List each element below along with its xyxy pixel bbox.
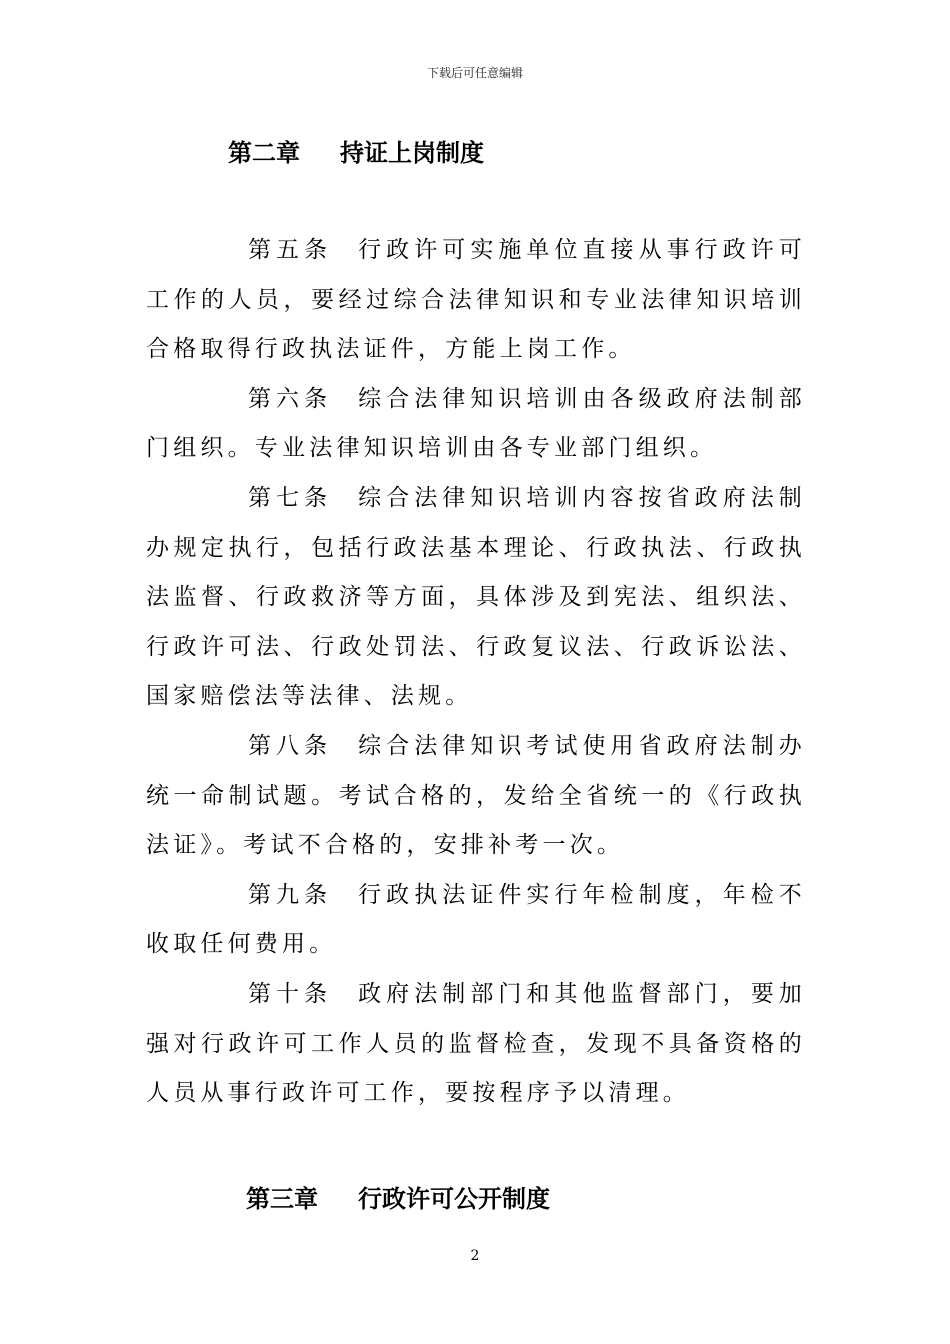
chapter-title: 行政许可公开制度 [358,1185,550,1213]
article-6 [146,375,806,474]
article-number: 第五条 [248,237,333,263]
article-number: 第七条 [248,484,333,511]
article-text: 政府法制部门和其他监督部门，要加强对行政许可工作人员的监督检查，发现不具备资格的人员从事行政许可工作，要按程序予以清理。 [146,980,806,1107]
article-9 [146,871,806,970]
article-text: 综合法律知识培训由各级政府法制部门组织。专业法律知识培训由各专业部门组织。 [146,385,806,462]
article-number: 第八条 [248,732,333,759]
article-text: 综合法律知识培训内容按省政府法制办规定执行，包括行政法基本理论、行政执法、行政执法监督、行政救济等方面，具体涉及到宪法、组织法、行政许可法、行政处罚法、行政复议法、行政诉讼法、国家赔偿法等法律、法规。 [146,484,806,710]
article-7 [146,474,806,722]
chapter-number: 第二章 [228,139,300,167]
article-5 [146,226,806,375]
article-10 [146,970,806,1119]
chapter-2-heading [0,133,950,168]
page-number: 2 [470,1248,480,1264]
document-body [146,226,806,1119]
article-number: 第九条 [248,881,333,908]
chapter-title: 持证上岗制度 [340,139,484,167]
article-number: 第十条 [248,980,333,1007]
chapter-number: 第三章 [246,1185,318,1213]
article-number: 第六条 [248,385,333,412]
article-8 [146,722,806,871]
article-text: 综合法律知识考试使用省政府法制办统一命制试题。考试合格的，发给全省统一的《行政执法证》。考试不合格的，安排补考一次。 [146,732,806,859]
article-text: 行政执法证件实行年检制度，年检不收取任何费用。 [146,881,806,958]
chapter-3-heading [0,1179,950,1214]
article-text: 行政许可实施单位直接从事行政许可工作的人员，要经过综合法律知识和专业法律知识培训合格取得行政执法证件，方能上岗工作。 [146,237,806,363]
page-header: 下载后可任意编辑 [426,66,523,80]
